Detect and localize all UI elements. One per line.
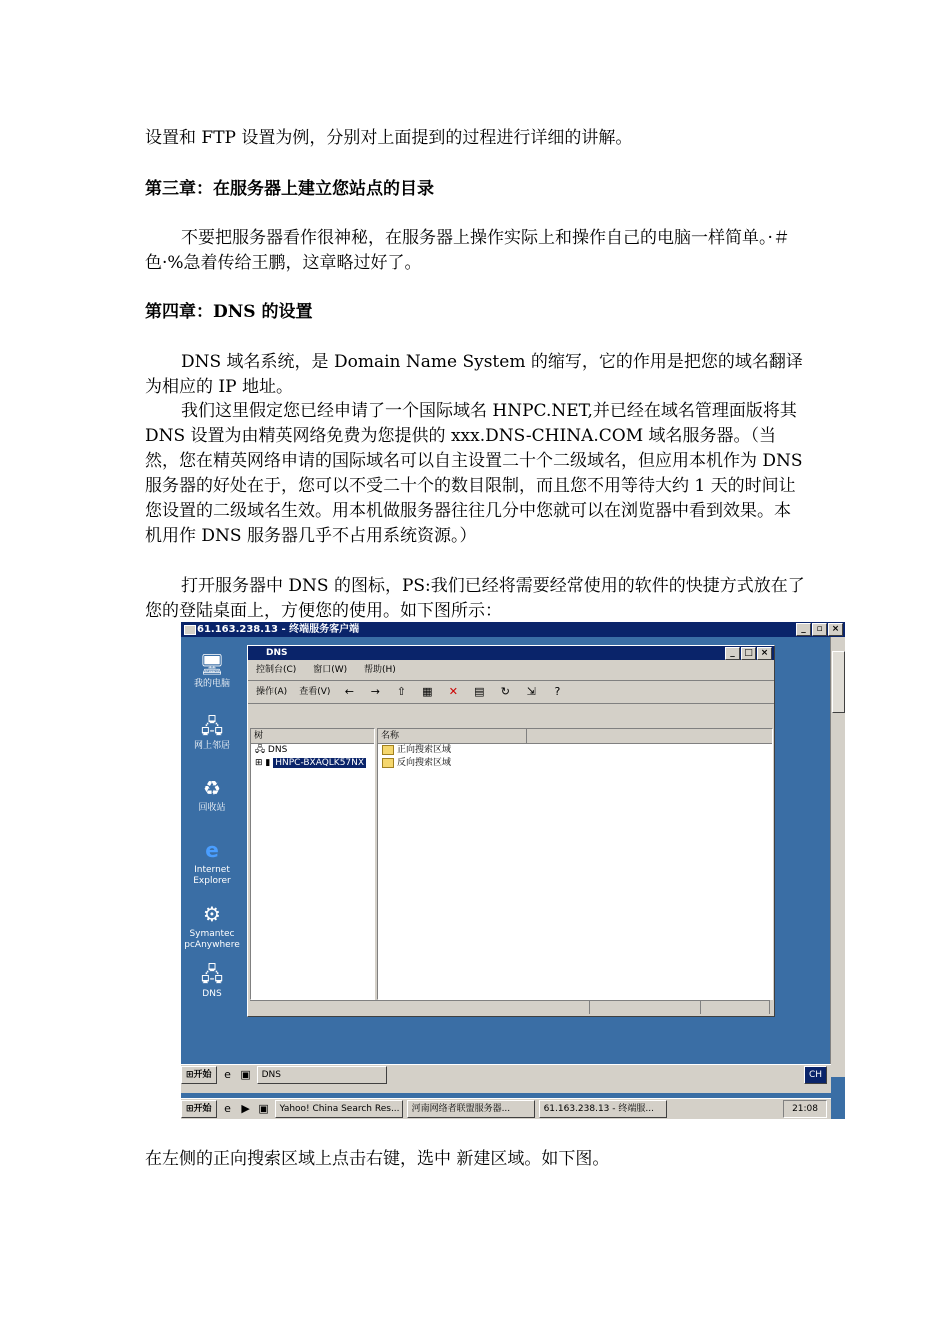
help-icon[interactable]: ? bbox=[554, 685, 561, 698]
close-icon[interactable]: × bbox=[828, 623, 843, 636]
paragraph-next-step: 在左侧的正向搜索区域上点击右键，选中 新建区域。如下图。 bbox=[145, 1149, 610, 1169]
terminal-title: 61.163.238.13 - 终端服务客户端 bbox=[197, 624, 360, 635]
list-pane bbox=[377, 728, 773, 1000]
outer-taskbar bbox=[181, 1098, 831, 1119]
inner-task-dns[interactable]: DNS bbox=[257, 1066, 387, 1084]
list-item-reverse-zone[interactable]: 反向搜索区域 bbox=[378, 757, 772, 770]
delete-icon[interactable]: ✕ bbox=[448, 685, 458, 698]
menu-window[interactable]: 窗口(W) bbox=[313, 665, 348, 675]
server-icon: ▮ bbox=[265, 758, 274, 768]
tree-item-server[interactable]: ⊞ ▮ HNPC-BXAQLK57NX bbox=[255, 758, 365, 768]
close-icon[interactable]: × bbox=[757, 647, 772, 660]
maximize-icon[interactable]: □ bbox=[741, 647, 756, 660]
dns-window-buttons bbox=[725, 647, 772, 660]
network-icon: 🖧 bbox=[200, 714, 224, 738]
outer-start-button[interactable]: ⊞开始 bbox=[181, 1100, 217, 1118]
paragraph-dns-domain: 我们这里假定您已经申请了一个国际域名 HNPC.NET,并已经在域名管理面版将其 DNS 设置为由精英网络免费为您提供的 xxx.DNS-CHINA.COM 域名服务器。（当然，您在精英网络申请的国际域名可以自主设置二十个二级域名，但应用本机作为 DNS 服务器的好处在于，您可以不受二十个的数目限制，而且您不用等待大约 1 天的时间让您设置的二级域名生效。用本机做服务器往往几分中您就可以在浏览器中看到效果。本机用作 DNS 服务器几乎不占用系统资源。） bbox=[145, 401, 803, 546]
dns-title-bar bbox=[248, 646, 774, 660]
status-bar bbox=[250, 1000, 770, 1014]
desktop-quicklaunch-icon[interactable]: ▣ bbox=[240, 1068, 251, 1081]
terminal-title-bar bbox=[181, 622, 845, 637]
window-icon bbox=[184, 625, 196, 635]
scroll-thumb[interactable] bbox=[832, 651, 845, 713]
desktop-icon-recycle-bin[interactable]: ♻ 回收站 bbox=[198, 776, 226, 813]
show-tree-icon[interactable]: ▦ bbox=[422, 685, 433, 698]
desktop-icon-my-computer[interactable]: 🖥 我的电脑 bbox=[193, 652, 230, 689]
inner-taskbar bbox=[181, 1064, 831, 1085]
internet-explorer-icon: e bbox=[205, 838, 219, 862]
inner-start-button[interactable]: ⊞开始 bbox=[181, 1066, 217, 1084]
tree-item-dns[interactable]: 🖧 DNS bbox=[255, 745, 288, 755]
dns-icon: 🖧 bbox=[255, 745, 268, 755]
list-header bbox=[378, 729, 772, 744]
toolbar bbox=[248, 681, 774, 704]
menu-help[interactable]: 帮助(H) bbox=[363, 665, 396, 675]
minimize-icon[interactable]: _ bbox=[725, 647, 740, 660]
properties-icon[interactable]: ▤ bbox=[474, 685, 485, 698]
vertical-scrollbar[interactable] bbox=[830, 637, 845, 1077]
windows-icon: ⊞ bbox=[186, 1104, 194, 1114]
screenshot-figure bbox=[181, 622, 845, 1119]
desktop-icon-network[interactable]: 🖧 网上邻居 bbox=[193, 714, 230, 751]
paragraph-chapter-3: 不要把服务器看作很神秘，在服务器上操作实际上和操作自己的电脑一样简单。·＃色·%急着传给王鹏，这章略过好了。 bbox=[145, 228, 790, 273]
language-indicator[interactable]: CH bbox=[804, 1066, 827, 1084]
tree-header: 树 bbox=[251, 729, 374, 744]
menu-console[interactable]: 控制台(C) bbox=[256, 665, 297, 675]
task-terminal[interactable]: 61.163.238.13 - 终端服... bbox=[539, 1100, 667, 1118]
pcanywhere-icon: ⚙ bbox=[203, 902, 221, 926]
dns-window bbox=[247, 645, 775, 1017]
desktop-icon-pcanywhere[interactable]: ⚙ Symantec pcAnywhere bbox=[184, 902, 240, 950]
desktop-icon-dns[interactable]: 🖧 DNS bbox=[200, 962, 224, 999]
dns-title: DNS bbox=[266, 648, 288, 658]
terminal-window-buttons bbox=[796, 623, 843, 636]
restore-icon[interactable]: ▫ bbox=[812, 623, 827, 636]
paragraph-dns-open: 打开服务器中 DNS 的图标，PS:我们已经将需要经常使用的软件的快捷方式放在了您的登陆桌面上，方便您的使用。如下图所示： bbox=[145, 576, 805, 621]
export-icon[interactable]: ⇲ bbox=[526, 685, 536, 698]
tree-pane bbox=[250, 728, 375, 1000]
ie-quicklaunch-icon[interactable]: e bbox=[224, 1102, 231, 1115]
dns-icon: 🖧 bbox=[200, 962, 224, 986]
minimize-icon[interactable]: _ bbox=[796, 623, 811, 636]
forward-icon[interactable]: → bbox=[370, 685, 380, 698]
paragraph-dns-intro: DNS 域名系统，是 Domain Name System 的缩写，它的作用是把您的域名翻译为相应的 IP 地址。 bbox=[145, 352, 803, 397]
task-henan[interactable]: 河南网络者联盟服务器... bbox=[407, 1100, 535, 1118]
recycle-bin-icon: ♻ bbox=[203, 776, 221, 800]
up-folder-icon[interactable]: ⇧ bbox=[396, 685, 406, 698]
expand-icon[interactable]: ⊞ bbox=[255, 758, 266, 768]
list-item-forward-zone[interactable]: 正向搜索区域 bbox=[378, 744, 772, 757]
ie-quicklaunch-icon[interactable]: e bbox=[224, 1068, 231, 1081]
folder-icon bbox=[382, 758, 394, 768]
heading-chapter-3: 第三章：在服务器上建立您站点的目录 bbox=[145, 179, 434, 199]
heading-chapter-4: 第四章：DNS 的设置 bbox=[145, 302, 313, 322]
folder-icon bbox=[382, 745, 394, 755]
media-quicklaunch-icon[interactable]: ▶ bbox=[241, 1102, 250, 1115]
menu-action[interactable]: 操作(A) bbox=[256, 687, 288, 697]
computer-icon: 🖥 bbox=[199, 652, 225, 676]
refresh-icon[interactable]: ↻ bbox=[500, 685, 510, 698]
desktop-icon-ie[interactable]: e Internet Explorer bbox=[193, 838, 231, 886]
task-yahoo[interactable]: Yahoo! China Search Res... bbox=[275, 1100, 403, 1118]
back-icon[interactable]: ← bbox=[344, 685, 354, 698]
menu-view[interactable]: 查看(V) bbox=[299, 687, 331, 697]
column-name[interactable]: 名称 bbox=[381, 729, 527, 743]
desktop-quicklaunch-icon[interactable]: ▣ bbox=[258, 1102, 269, 1115]
menu-bar bbox=[248, 660, 774, 681]
clock: 21:08 bbox=[783, 1100, 827, 1118]
windows-icon: ⊞ bbox=[186, 1070, 194, 1080]
text-line-1: 设置和 FTP 设置为例，分别对上面提到的过程进行详细的讲解。 bbox=[145, 128, 633, 148]
